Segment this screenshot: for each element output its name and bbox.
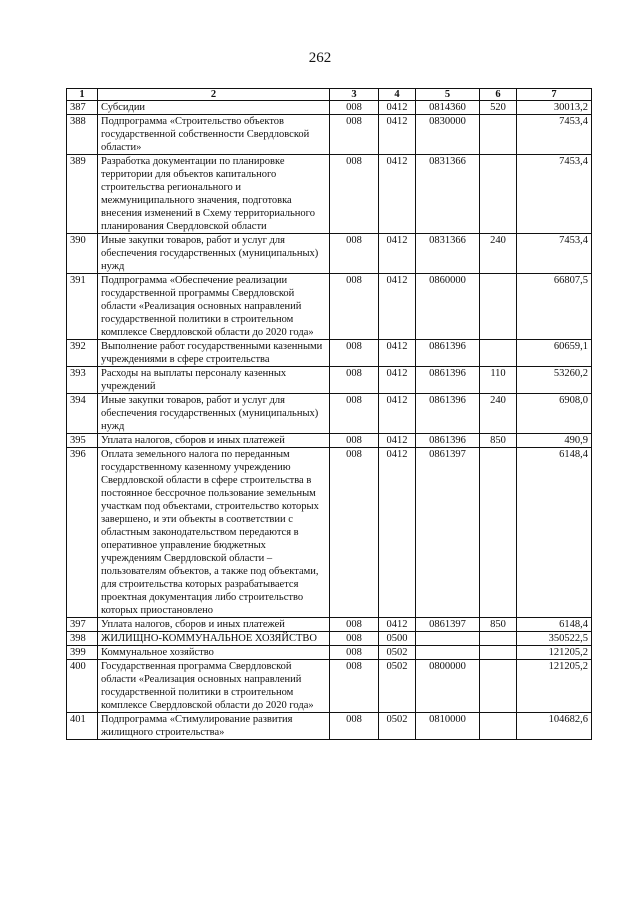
row-amount: 66807,5 <box>517 274 592 340</box>
ministry-code: 008 <box>330 115 379 155</box>
table-row <box>67 618 592 632</box>
row-number: 393 <box>67 367 98 394</box>
row-amount: 53260,2 <box>517 367 592 394</box>
section-code: 0502 <box>379 713 416 740</box>
ministry-code: 008 <box>330 101 379 115</box>
table-row <box>67 274 592 340</box>
target-article-code: 0861396 <box>416 434 480 448</box>
target-article-code: 0861396 <box>416 367 480 394</box>
target-article-code: 0861397 <box>416 448 480 618</box>
column-header: 7 <box>517 89 592 101</box>
expense-type-code <box>480 660 517 713</box>
section-code: 0412 <box>379 448 416 618</box>
section-code: 0412 <box>379 618 416 632</box>
table-body <box>67 101 592 740</box>
target-article-code: 0861396 <box>416 394 480 434</box>
expense-type-code <box>480 646 517 660</box>
section-code: 0412 <box>379 340 416 367</box>
target-article-code: 0831366 <box>416 155 480 234</box>
row-name: Расходы на выплаты персоналу казенных учреждений <box>98 367 330 394</box>
section-code: 0412 <box>379 434 416 448</box>
row-amount: 6908,0 <box>517 394 592 434</box>
row-number: 397 <box>67 618 98 632</box>
expense-type-code <box>480 274 517 340</box>
row-amount: 490,9 <box>517 434 592 448</box>
row-name: Разработка документации по планировке территории для объектов капитального строительства регионального и межмуниципального значения, подготовка внесения изменений в Схему территориального планирования Свердловской области <box>98 155 330 234</box>
ministry-code: 008 <box>330 155 379 234</box>
row-amount: 121205,2 <box>517 660 592 713</box>
row-amount: 7453,4 <box>517 115 592 155</box>
row-name: Выполнение работ государственными казенными учреждениями в сфере строительства <box>98 340 330 367</box>
ministry-code: 008 <box>330 274 379 340</box>
expense-type-code <box>480 155 517 234</box>
table-row <box>67 115 592 155</box>
ministry-code: 008 <box>330 660 379 713</box>
section-code: 0412 <box>379 101 416 115</box>
ministry-code: 008 <box>330 632 379 646</box>
section-code: 0412 <box>379 394 416 434</box>
row-number: 398 <box>67 632 98 646</box>
expense-type-code <box>480 115 517 155</box>
row-number: 394 <box>67 394 98 434</box>
ministry-code: 008 <box>330 434 379 448</box>
target-article-code <box>416 632 480 646</box>
row-name: Уплата налогов, сборов и иных платежей <box>98 434 330 448</box>
row-name: ЖИЛИЩНО-КОММУНАЛЬНОЕ ХОЗЯЙСТВО <box>98 632 330 646</box>
table-header-row <box>67 89 592 101</box>
expense-type-code: 240 <box>480 394 517 434</box>
table-row <box>67 394 592 434</box>
row-amount: 60659,1 <box>517 340 592 367</box>
table-row <box>67 101 592 115</box>
row-name: Подпрограмма «Обеспечение реализации государственной программы Свердловской области «Реализация основных направлений государственной политики в строительном комплексе Свердловской области до 2020 года» <box>98 274 330 340</box>
row-amount: 7453,4 <box>517 234 592 274</box>
expense-type-code: 240 <box>480 234 517 274</box>
target-article-code: 0800000 <box>416 660 480 713</box>
ministry-code: 008 <box>330 340 379 367</box>
row-name: Подпрограмма «Строительство объектов государственной собственности Свердловской области» <box>98 115 330 155</box>
row-amount: 350522,5 <box>517 632 592 646</box>
target-article-code: 0830000 <box>416 115 480 155</box>
column-header: 3 <box>330 89 379 101</box>
section-code: 0502 <box>379 646 416 660</box>
row-amount: 30013,2 <box>517 101 592 115</box>
row-number: 400 <box>67 660 98 713</box>
section-code: 0412 <box>379 367 416 394</box>
row-number: 388 <box>67 115 98 155</box>
expense-type-code: 850 <box>480 618 517 632</box>
ministry-code: 008 <box>330 367 379 394</box>
ministry-code: 008 <box>330 713 379 740</box>
section-code: 0502 <box>379 660 416 713</box>
row-number: 391 <box>67 274 98 340</box>
row-number: 396 <box>67 448 98 618</box>
row-name: Подпрограмма «Стимулирование развития жилищного строительства» <box>98 713 330 740</box>
expense-type-code: 520 <box>480 101 517 115</box>
row-number: 395 <box>67 434 98 448</box>
expense-type-code: 850 <box>480 434 517 448</box>
row-number: 392 <box>67 340 98 367</box>
row-number: 389 <box>67 155 98 234</box>
column-header: 4 <box>379 89 416 101</box>
section-code: 0500 <box>379 632 416 646</box>
row-number: 390 <box>67 234 98 274</box>
table-row <box>67 448 592 618</box>
expense-type-code <box>480 713 517 740</box>
table-row <box>67 340 592 367</box>
section-code: 0412 <box>379 155 416 234</box>
expense-type-code <box>480 632 517 646</box>
ministry-code: 008 <box>330 394 379 434</box>
ministry-code: 008 <box>330 646 379 660</box>
section-code: 0412 <box>379 234 416 274</box>
table-row <box>67 646 592 660</box>
target-article-code: 0860000 <box>416 274 480 340</box>
target-article-code: 0831366 <box>416 234 480 274</box>
expense-type-code <box>480 340 517 367</box>
table-row <box>67 434 592 448</box>
table-row <box>67 660 592 713</box>
row-name: Коммунальное хозяйство <box>98 646 330 660</box>
row-number: 401 <box>67 713 98 740</box>
row-number: 399 <box>67 646 98 660</box>
page-number: 262 <box>308 50 332 66</box>
expense-type-code: 110 <box>480 367 517 394</box>
row-amount: 7453,4 <box>517 155 592 234</box>
target-article-code: 0810000 <box>416 713 480 740</box>
row-name: Субсидии <box>98 101 330 115</box>
ministry-code: 008 <box>330 234 379 274</box>
section-code: 0412 <box>379 115 416 155</box>
table-row <box>67 155 592 234</box>
table-row <box>67 632 592 646</box>
column-header: 2 <box>98 89 330 101</box>
table-row <box>67 713 592 740</box>
target-article-code: 0861396 <box>416 340 480 367</box>
target-article-code: 0814360 <box>416 101 480 115</box>
ministry-code: 008 <box>330 448 379 618</box>
ministry-code: 008 <box>330 618 379 632</box>
row-name: Оплата земельного налога по переданным государственному казенному учреждению Свердловской области в сфере строительства в постоянное бессрочное пользование земельным участкам под объектами, строительство которых завершено, и эти объекты в соответствии с областным законодательством передаются в оперативное управление бюджетных учреждениям Свердловской области – пользователям объектов, а также под объектами, для строительства которых разрабатывается проектная документация либо строительство которых приостановлено <box>98 448 330 618</box>
row-name: Уплата налогов, сборов и иных платежей <box>98 618 330 632</box>
budget-table <box>66 88 592 740</box>
column-header: 1 <box>67 89 98 101</box>
row-name: Иные закупки товаров, работ и услуг для обеспечения государственных (муниципальных) нужд <box>98 234 330 274</box>
row-name: Иные закупки товаров, работ и услуг для обеспечения государственных (муниципальных) нужд <box>98 394 330 434</box>
row-name: Государственная программа Свердловской области «Реализация основных направлений государственной политики в строительном комплексе Свердловской области до 2020 года» <box>98 660 330 713</box>
row-amount: 6148,4 <box>517 448 592 618</box>
row-amount: 104682,6 <box>517 713 592 740</box>
target-article-code: 0861397 <box>416 618 480 632</box>
table-row <box>67 234 592 274</box>
target-article-code <box>416 646 480 660</box>
expense-type-code <box>480 448 517 618</box>
column-header: 6 <box>480 89 517 101</box>
row-amount: 121205,2 <box>517 646 592 660</box>
row-number: 387 <box>67 101 98 115</box>
row-amount: 6148,4 <box>517 618 592 632</box>
table-row <box>67 367 592 394</box>
column-header: 5 <box>416 89 480 101</box>
section-code: 0412 <box>379 274 416 340</box>
